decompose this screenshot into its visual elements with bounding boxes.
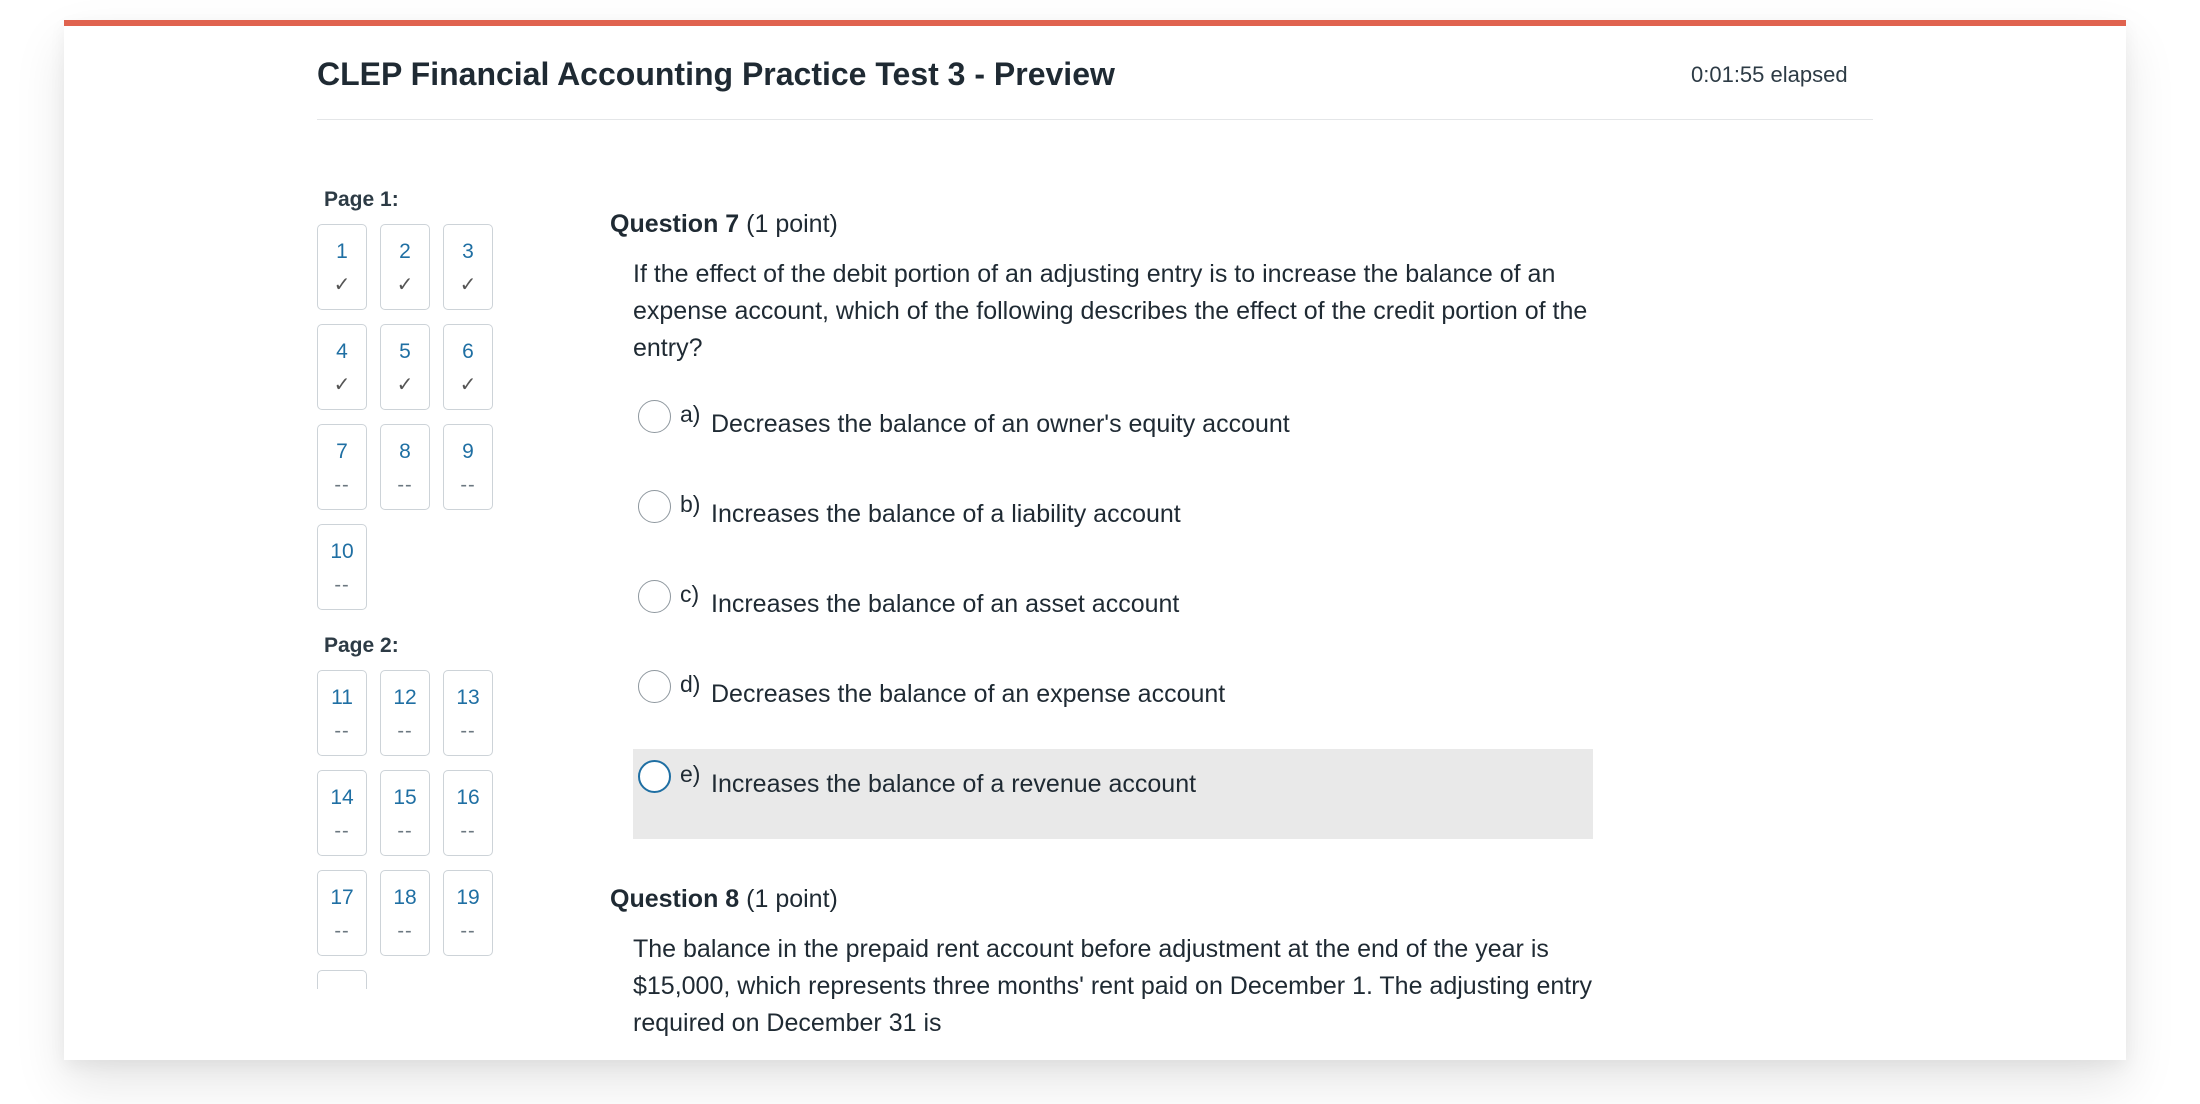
unanswered-status: -- bbox=[334, 820, 350, 842]
unanswered-status: -- bbox=[460, 920, 476, 942]
question-nav-20[interactable] bbox=[317, 970, 367, 989]
answer-text: Increases the balance of an asset account bbox=[711, 590, 1180, 618]
question-nav-8[interactable] bbox=[380, 424, 430, 510]
answer-option-e[interactable] bbox=[633, 749, 1593, 839]
answered-check-icon: ✓ bbox=[333, 374, 351, 396]
radio-button[interactable] bbox=[638, 670, 671, 703]
unanswered-status: -- bbox=[397, 920, 413, 942]
question-nav-10[interactable] bbox=[317, 524, 367, 610]
question-number: 14 bbox=[330, 786, 354, 809]
answer-option-d[interactable] bbox=[633, 659, 1593, 749]
question-number: 5 bbox=[399, 340, 411, 363]
page1-label: Page 1: bbox=[324, 188, 399, 211]
question-number: 8 bbox=[399, 440, 411, 463]
question-number: 10 bbox=[330, 540, 354, 563]
question-7-answers bbox=[633, 389, 1593, 839]
answer-text: Decreases the balance of an expense account bbox=[711, 680, 1226, 708]
question-nav-2[interactable] bbox=[380, 224, 430, 310]
page2-label: Page 2: bbox=[324, 634, 399, 657]
question-navigator bbox=[317, 186, 557, 989]
question-number: 3 bbox=[462, 240, 474, 263]
header-divider bbox=[317, 119, 1873, 120]
answered-check-icon: ✓ bbox=[396, 374, 414, 396]
question-number: 12 bbox=[393, 686, 417, 709]
page2-question-grid bbox=[317, 670, 517, 989]
quiz-card bbox=[64, 20, 2126, 1060]
answer-text: Increases the balance of a liability account bbox=[711, 500, 1181, 528]
question-number: 19 bbox=[456, 886, 480, 909]
answer-letter: a) bbox=[680, 401, 701, 427]
question-nav-5[interactable] bbox=[380, 324, 430, 410]
question-8-header bbox=[610, 881, 1660, 917]
question-number: 1 bbox=[336, 240, 348, 263]
unanswered-status: -- bbox=[334, 920, 350, 942]
unanswered-status: -- bbox=[460, 820, 476, 842]
radio-button[interactable] bbox=[638, 760, 671, 793]
question-8-points: (1 point) bbox=[746, 885, 838, 913]
radio-button[interactable] bbox=[638, 490, 671, 523]
question-8-text: The balance in the prepaid rent account before adjustment at the end of the year is $15,000, which represents three months' rent paid on December 1. The adjusting entry required on December 31 is bbox=[633, 935, 1593, 1037]
answered-check-icon: ✓ bbox=[396, 274, 414, 296]
unanswered-status: -- bbox=[397, 820, 413, 842]
question-number: 6 bbox=[462, 340, 474, 363]
answer-text: Increases the balance of a revenue account bbox=[711, 770, 1197, 798]
answered-check-icon: ✓ bbox=[459, 374, 477, 396]
question-number: 18 bbox=[393, 886, 417, 909]
question-7-text: If the effect of the debit portion of an adjusting entry is to increase the balance of an expense account, which of the following describes the effect of the credit portion of the entry? bbox=[633, 260, 1588, 362]
unanswered-status: -- bbox=[334, 574, 350, 596]
question-7-header bbox=[610, 206, 1660, 242]
question-number: 17 bbox=[330, 886, 354, 909]
question-nav-13[interactable] bbox=[443, 670, 493, 756]
question-number: 2 bbox=[399, 240, 411, 263]
unanswered-status: -- bbox=[334, 474, 350, 496]
page1-question-grid bbox=[317, 224, 517, 624]
question-content bbox=[610, 206, 1660, 1042]
question-nav-11[interactable] bbox=[317, 670, 367, 756]
quiz-title: CLEP Financial Accounting Practice Test 3 - Preview bbox=[317, 56, 1115, 92]
question-nav-12[interactable] bbox=[380, 670, 430, 756]
answer-letter: d) bbox=[680, 671, 701, 697]
question-number: 16 bbox=[456, 786, 480, 809]
question-8-title: Question 8 bbox=[610, 885, 740, 913]
question-number: 4 bbox=[336, 340, 348, 363]
question-nav-1[interactable] bbox=[317, 224, 367, 310]
unanswered-status: -- bbox=[460, 720, 476, 742]
elapsed-timer: 0:01:55 elapsed bbox=[1691, 62, 1848, 87]
answered-check-icon: ✓ bbox=[333, 274, 351, 296]
answer-text: Decreases the balance of an owner's equity account bbox=[711, 410, 1290, 438]
question-number: 11 bbox=[331, 686, 353, 709]
radio-button[interactable] bbox=[638, 400, 671, 433]
answer-letter: c) bbox=[680, 581, 700, 607]
answer-option-a[interactable] bbox=[633, 389, 1593, 479]
question-7-title: Question 7 bbox=[610, 210, 740, 238]
question-number: 9 bbox=[462, 440, 474, 463]
unanswered-status: -- bbox=[397, 474, 413, 496]
unanswered-status: -- bbox=[397, 720, 413, 742]
answer-option-b[interactable] bbox=[633, 479, 1593, 569]
answer-letter: b) bbox=[680, 491, 701, 517]
question-number: 15 bbox=[393, 786, 417, 809]
unanswered-status: -- bbox=[334, 720, 350, 742]
answer-letter: e) bbox=[680, 761, 701, 787]
question-number: 7 bbox=[336, 440, 348, 463]
question-nav-18[interactable] bbox=[380, 870, 430, 956]
question-nav-14[interactable] bbox=[317, 770, 367, 856]
question-nav-19[interactable] bbox=[443, 870, 493, 956]
question-nav-9[interactable] bbox=[443, 424, 493, 510]
question-number: 13 bbox=[456, 686, 480, 709]
answered-check-icon: ✓ bbox=[459, 274, 477, 296]
question-nav-16[interactable] bbox=[443, 770, 493, 856]
question-7-points: (1 point) bbox=[746, 210, 838, 238]
question-nav-6[interactable] bbox=[443, 324, 493, 410]
answer-option-c[interactable] bbox=[633, 569, 1593, 659]
radio-button[interactable] bbox=[638, 580, 671, 613]
question-nav-15[interactable] bbox=[380, 770, 430, 856]
question-nav-4[interactable] bbox=[317, 324, 367, 410]
question-nav-17[interactable] bbox=[317, 870, 367, 956]
question-nav-7[interactable] bbox=[317, 424, 367, 510]
unanswered-status: -- bbox=[460, 474, 476, 496]
question-nav-3[interactable] bbox=[443, 224, 493, 310]
